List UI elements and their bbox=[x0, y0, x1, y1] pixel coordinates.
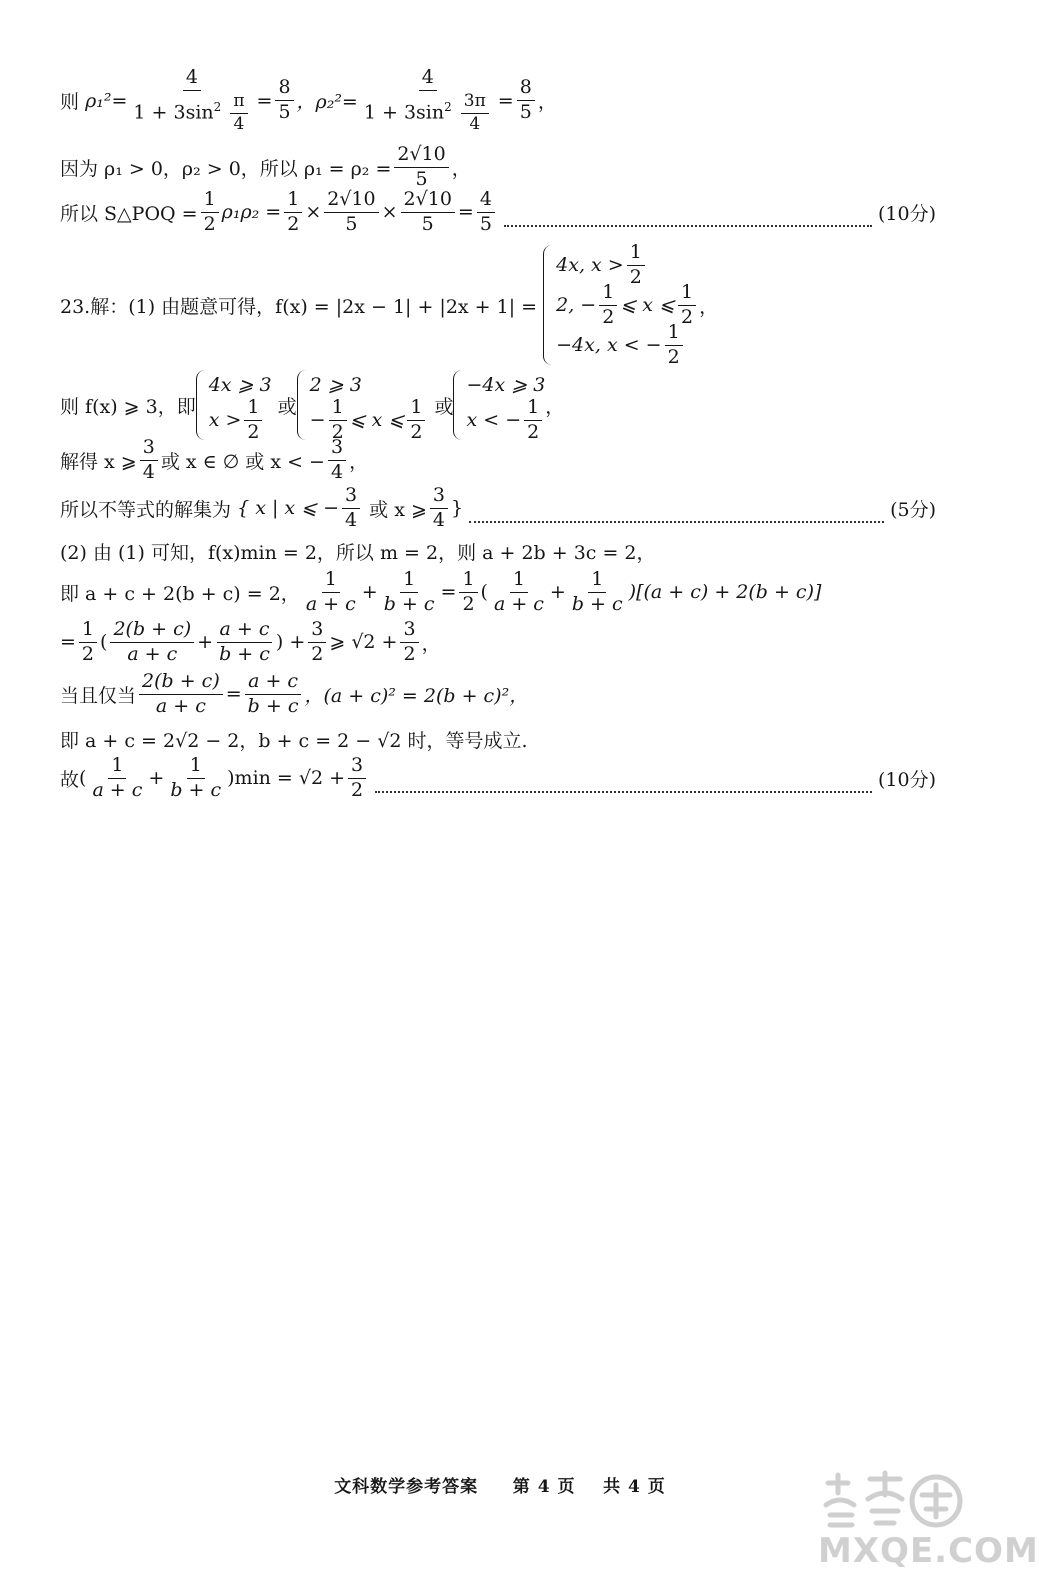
line-inequality-systems bbox=[60, 370, 936, 443]
cases bbox=[466, 370, 546, 443]
line-equality-values bbox=[60, 726, 936, 753]
watermark-site-text: MXQE.COM bbox=[818, 1531, 1039, 1571]
fraction-1-over-a-plus-c: $\frac{1}{a + c}$ bbox=[92, 754, 143, 801]
paren: ( bbox=[79, 767, 87, 790]
fraction-ac-over-bc: $\frac{a + c}{b + c}$ bbox=[245, 672, 302, 717]
punct: ， bbox=[421, 632, 441, 655]
fraction-4-over-1-plus-3sin2-3pi4: 4 $1 + 3\sin^2$ $\frac{3\pi}{4}$ bbox=[361, 68, 495, 134]
row: x < − $\frac{1}{2}$ bbox=[466, 400, 545, 440]
angle-fraction: $\frac{3\pi}{4}$ bbox=[461, 93, 489, 134]
text: 当且仅当 bbox=[60, 684, 137, 707]
fraction-1-over-b-plus-c: $\frac{1}{b + c}$ bbox=[170, 754, 222, 801]
punct: ， bbox=[451, 157, 471, 180]
fraction-1-2: $\frac{1}{2}$ bbox=[329, 398, 347, 443]
fraction-1-over-a-plus-c: $\frac{1}{a + c}$ bbox=[493, 568, 544, 615]
fraction-3-2: $\frac{3}{2}$ bbox=[400, 620, 418, 665]
fraction-1-2: $\frac{1}{2}$ bbox=[201, 190, 219, 235]
fraction-1-2: $\frac{1}{2}$ bbox=[244, 398, 262, 443]
watermark-logo bbox=[818, 1465, 1039, 1575]
rho2-squared: ，ρ₂²= bbox=[296, 91, 358, 114]
text: 则 f(x) ⩾ 3，即 bbox=[60, 395, 196, 418]
fraction-1-2: $\frac{1}{2}$ bbox=[79, 620, 97, 665]
brace bbox=[297, 370, 306, 440]
fraction-2sqrt10-5: $\frac{2√10}{5}$ bbox=[401, 190, 455, 235]
fraction-1-over-b-plus-c: $\frac{1}{b + c}$ bbox=[571, 568, 623, 615]
equals: = bbox=[60, 631, 76, 654]
den-text: 1 + 3sin bbox=[363, 101, 445, 124]
text: 即 a + c = 2√2 − 2，b + c = 2 − √2 时，等号成立. bbox=[60, 730, 528, 752]
text: 因为 ρ₁ > 0，ρ₂ > 0，所以 ρ₁ = ρ₂ = bbox=[60, 157, 392, 180]
fraction-ac-over-bc: $\frac{a + c}{b + c}$ bbox=[216, 620, 273, 665]
case-1: 4x, x > $\frac{1}{2}$ bbox=[556, 245, 718, 285]
watermark-logo-icon bbox=[818, 1465, 968, 1535]
text: 故 bbox=[60, 768, 80, 791]
row: − $\frac{1}{2}$ ⩽ x ⩽ $\frac{1}{2}$ bbox=[310, 400, 429, 440]
text: 即 a + c + 2(b + c) = 2， bbox=[60, 582, 300, 605]
brace bbox=[543, 245, 552, 365]
angle-fraction: $\frac{\pi}{4}$ bbox=[230, 93, 247, 134]
fraction-3-2: $\frac{3}{2}$ bbox=[308, 620, 326, 665]
row: 4x ⩾ 3 bbox=[208, 374, 272, 396]
tail-expression: ，(a + c)² = 2(b + c)²， bbox=[304, 684, 529, 707]
fraction-2bc-over-ac: $\frac{2(b + c)}{a + c}$ bbox=[110, 620, 194, 665]
denominator: $1 + 3\sin^2$ $\frac{\pi}{4}$ bbox=[130, 91, 253, 134]
punct: ， bbox=[537, 91, 557, 114]
den-text: 1 + 3sin bbox=[133, 101, 214, 124]
case-2: 2, − $\frac{1}{2}$ ⩽ x ⩽ $\frac{1}{2}$ ， bbox=[556, 280, 719, 328]
fraction-3-2: $\frac{3}{2}$ bbox=[348, 756, 366, 801]
fraction-1-2: $\frac{1}{2}$ bbox=[407, 398, 425, 443]
fraction-1-over-a-plus-c: $\frac{1}{a + c}$ bbox=[305, 568, 356, 615]
row: 2 ⩾ 3 bbox=[309, 374, 362, 396]
score-label: (10分) bbox=[877, 202, 936, 225]
set-mid: 或 x ⩾ bbox=[369, 498, 427, 521]
plus: + bbox=[549, 581, 566, 604]
paren: ( bbox=[480, 581, 488, 604]
fraction-2sqrt10-5: $\frac{2√10}{5}$ bbox=[324, 190, 378, 235]
set-open: { x | x ⩽ − bbox=[237, 497, 340, 520]
fraction-4-over-1-plus-3sin2-pi4: 4 $1 + 3\sin^2$ $\frac{\pi}{4}$ bbox=[130, 68, 253, 134]
fraction-3-4: $\frac{3}{4}$ bbox=[140, 438, 158, 483]
text: 23.解：(1) 由题意可得，f(x) = |2x − 1| + |2x + 1| = bbox=[60, 295, 538, 318]
denominator: $1 + 3\sin^2$ $\frac{3\pi}{4}$ bbox=[361, 91, 495, 134]
fraction-2sqrt10-5: $\frac{2√10}{5}$ bbox=[394, 145, 448, 190]
fraction-1-2: $\frac{1}{2}$ bbox=[665, 323, 683, 368]
piecewise-brace bbox=[543, 240, 719, 368]
footer-subject: 文科数学参考答案 bbox=[334, 1477, 479, 1497]
line-equality-condition bbox=[60, 672, 936, 717]
dotted-leader bbox=[375, 791, 872, 793]
equals: = bbox=[440, 581, 457, 604]
fraction-4-5: $\frac{4}{5}$ bbox=[477, 190, 495, 235]
punct: ， bbox=[699, 295, 719, 318]
row: −4x ⩾ 3 bbox=[466, 374, 546, 396]
fraction-1-2: $\frac{1}{2}$ bbox=[284, 190, 302, 235]
line-rho-positive bbox=[60, 145, 936, 190]
or-word: 或 bbox=[277, 395, 297, 418]
line-solutions bbox=[60, 438, 936, 483]
fraction-8-5: $\frac{8}{5}$ bbox=[275, 78, 293, 123]
row: x > $\frac{1}{2}$ bbox=[209, 400, 272, 440]
fraction-3-4: $\frac{3}{4}$ bbox=[430, 486, 448, 531]
cases bbox=[556, 240, 719, 368]
fraction-1-over-b-plus-c: $\frac{1}{b + c}$ bbox=[383, 568, 435, 615]
set-close: } bbox=[450, 497, 464, 520]
score-label: (10分) bbox=[877, 768, 936, 791]
footer-page-number: 第 4 页 bbox=[512, 1477, 576, 1497]
text: (2) 由 (1) 可知，f(x)min = 2，所以 m = 2，则 a + 2b + 3c = 2， bbox=[60, 542, 656, 564]
line-area-poq: 所以 S△POQ = $\frac{1}{2}$ ρ₁ρ₂ = $\frac{1}{2}$ × $\frac{2√10}{5}$ × $\frac{2√10}{5}$ = $\frac{4}{5}$ (10分) bbox=[60, 188, 936, 235]
fraction-1-2: $\frac{1}{2}$ bbox=[459, 570, 477, 615]
paren: ( bbox=[100, 631, 108, 654]
text: 或 x ∈ ∅ 或 x < − bbox=[160, 450, 325, 473]
brace bbox=[196, 370, 205, 440]
paren-min: )min = bbox=[227, 767, 293, 790]
cases bbox=[208, 370, 272, 443]
line-23-piecewise bbox=[60, 240, 936, 368]
times-sign: × bbox=[381, 201, 398, 224]
tail-expression: )[(a + c) + 2(b + c)] bbox=[628, 581, 822, 604]
punct: ， bbox=[349, 450, 369, 473]
dotted-leader bbox=[504, 225, 872, 227]
text: 所以不等式的解集为 bbox=[60, 498, 232, 521]
footer-total-pages: 共 4 页 bbox=[603, 1477, 666, 1497]
system-3 bbox=[453, 370, 546, 443]
line-sum-reciprocals bbox=[60, 570, 936, 615]
system-2 bbox=[297, 370, 429, 443]
sqrt2-plus: √2 + bbox=[298, 767, 346, 790]
score-label: (5分) bbox=[890, 498, 936, 521]
plus: + bbox=[361, 581, 378, 604]
line-rho-squared: 则 ρ₁²= 4 $1 + 3\sin^2$ $\frac{\pi}{4}$ = $\frac{8}{5}$ ，ρ₂²= 4 $1 + 3\sin^2$ $\frac{3\pi}{4}$ = $\frac{8}{5}$ ， bbox=[60, 66, 557, 134]
line-part2-intro bbox=[60, 538, 936, 565]
fraction-1-2: $\frac{1}{2}$ bbox=[524, 398, 542, 443]
text: 则 bbox=[60, 91, 80, 114]
fraction-3-4: $\frac{3}{4}$ bbox=[328, 438, 346, 483]
line-solution-set bbox=[60, 486, 936, 531]
text: 所以 S△POQ = bbox=[60, 202, 198, 225]
plus: + bbox=[148, 767, 165, 790]
text: 解得 x ⩾ bbox=[60, 450, 137, 473]
paren: ) + bbox=[275, 631, 306, 654]
rho1-squared: ρ₁²= bbox=[85, 89, 128, 112]
cases bbox=[309, 370, 429, 443]
rho-product: ρ₁ρ₂ = bbox=[221, 201, 282, 224]
equals: = bbox=[225, 683, 242, 706]
ge-sqrt2: ⩾ √2 + bbox=[329, 631, 398, 654]
punct: ， bbox=[545, 395, 565, 418]
system-1 bbox=[196, 370, 272, 443]
fraction-3-4: $\frac{3}{4}$ bbox=[342, 486, 360, 531]
dotted-leader bbox=[469, 521, 884, 523]
fraction-1-2: $\frac{1}{2}$ bbox=[678, 283, 696, 328]
fraction-1-2: $\frac{1}{2}$ bbox=[599, 283, 617, 328]
line-final-min bbox=[60, 756, 936, 801]
fraction-8-5: $\frac{8}{5}$ bbox=[517, 78, 535, 123]
line-am-gm bbox=[60, 620, 936, 665]
case-3: −4x, x < − $\frac{1}{2}$ bbox=[556, 325, 718, 365]
plus: + bbox=[197, 631, 214, 654]
brace bbox=[453, 370, 462, 440]
times-sign: × bbox=[305, 201, 322, 224]
fraction-2bc-over-ac: $\frac{2(b + c)}{a + c}$ bbox=[139, 672, 223, 717]
or-word: 或 bbox=[434, 395, 454, 418]
fraction-1-2: $\frac{1}{2}$ bbox=[627, 243, 645, 288]
